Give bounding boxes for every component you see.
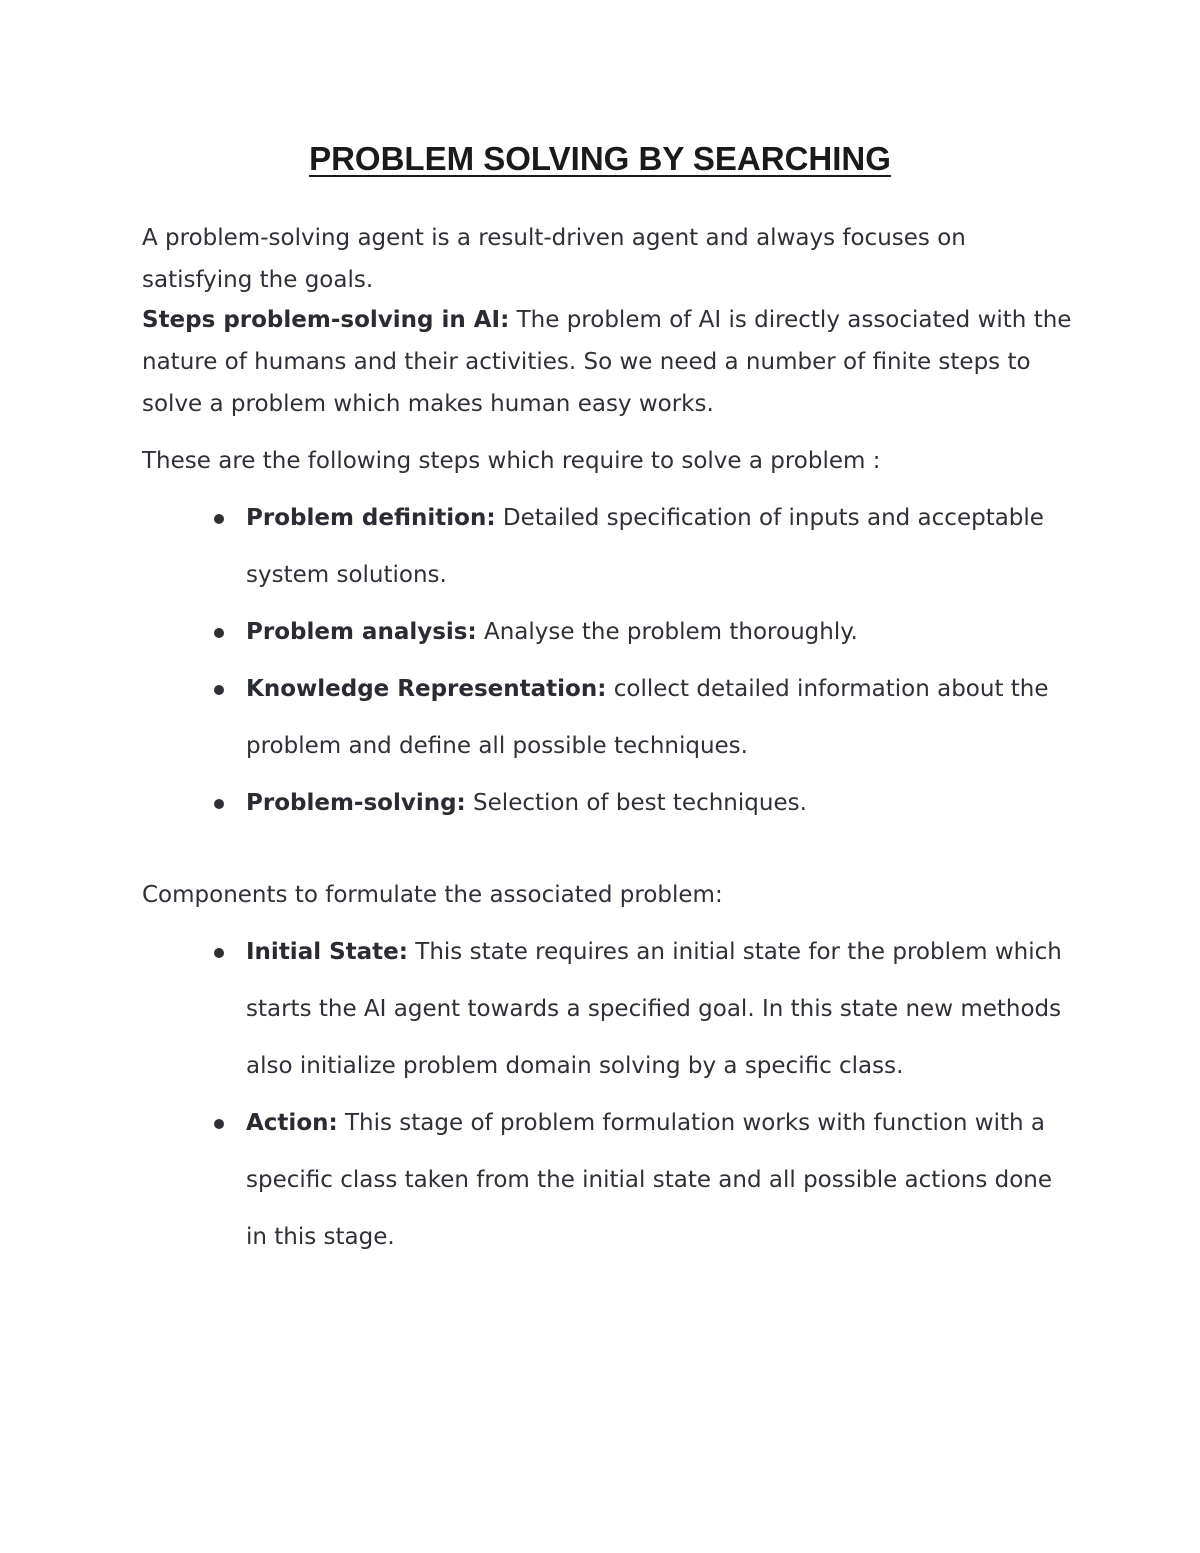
list-item-term: Problem definition: bbox=[246, 505, 496, 531]
list-item-term: Knowledge Representation: bbox=[246, 676, 607, 702]
components-list bbox=[208, 924, 1068, 1266]
list-item-text: Selection of best techniques. bbox=[465, 790, 807, 816]
bullet-icon bbox=[214, 948, 224, 958]
steps-heading: Steps problem-solving in AI: bbox=[142, 307, 510, 333]
following-paragraph: These are the following steps which require to solve a problem : bbox=[142, 448, 881, 474]
steps-paragraph bbox=[142, 299, 1072, 425]
components-paragraph: Components to formulate the associated problem: bbox=[142, 882, 723, 908]
list-item-text: Analyse the problem thoroughly. bbox=[476, 619, 858, 645]
list-item bbox=[208, 1095, 1068, 1266]
steps-text: The problem of AI is directly associated with the nature of humans and their activities. So we need a number of finite steps to solve a problem which makes human easy works. bbox=[142, 307, 1072, 417]
list-item-text: Detailed specification of inputs and acceptable system solutions. bbox=[246, 505, 1044, 588]
bullet-icon bbox=[214, 799, 224, 809]
list-item-term: Initial State: bbox=[246, 939, 408, 965]
list-item bbox=[208, 490, 1068, 604]
bullet-icon bbox=[214, 685, 224, 695]
bullet-icon bbox=[214, 1119, 224, 1129]
list-item bbox=[208, 924, 1068, 1095]
list-item bbox=[208, 775, 1068, 832]
list-item-term: Action: bbox=[246, 1110, 338, 1136]
bullet-icon bbox=[214, 628, 224, 638]
list-item-text: This stage of problem formulation works with function with a specific class taken from the initial state and all possible actions done in this stage. bbox=[246, 1110, 1053, 1250]
list-item-term: Problem analysis: bbox=[246, 619, 477, 645]
bullet-icon bbox=[214, 514, 224, 524]
intro-paragraph: A problem-solving agent is a result-driven agent and always focuses on satisfying the goals. bbox=[142, 225, 966, 293]
list-item bbox=[208, 604, 1068, 661]
list-item-term: Problem-solving: bbox=[246, 790, 466, 816]
list-item-text: This state requires an initial state for the problem which starts the AI agent towards a specified goal. In this state new methods also initialize problem domain solving by a specific class. bbox=[246, 939, 1062, 1079]
list-item bbox=[208, 661, 1068, 775]
page-title: PROBLEM SOLVING BY SEARCHING bbox=[309, 140, 891, 177]
steps-list bbox=[208, 490, 1068, 832]
list-item-text: collect detailed information about the problem and define all possible techniques. bbox=[246, 676, 1049, 759]
